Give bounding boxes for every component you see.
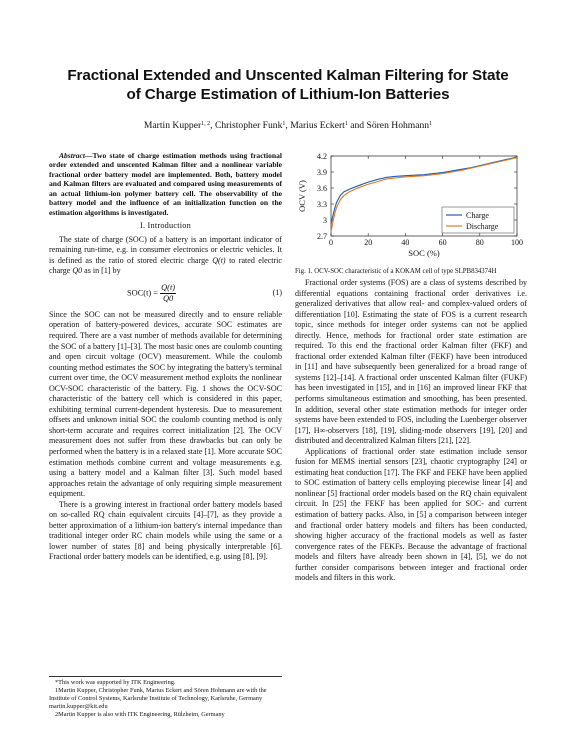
footnote: 1Martin Kupper, Christopher Funk, Marius Eckert and Sören Hohmann are with the Institute of Control Systems, Karlsruhe Institute of Technology, Karlsruhe, Germany martin.kupper@kit.edu — [49, 686, 267, 710]
footnote: *This work was supported by ITK Engineering. — [55, 679, 176, 686]
ocv-soc-chart — [295, 148, 527, 266]
x-tick-label: 100 — [511, 238, 523, 247]
intro-paragraph-1: The state of charge (SOC) of a battery is an important indicator of remaining run-time, e.g. in consumer electronics or electric vehicles. It is defined as the ratio of stored electric charge Q(t) to rated electric charge Q0 as in [1] by — [49, 234, 282, 276]
footnote: 2Martin Kupper is also with ITK Engineering, Rülzheim, Germany — [55, 710, 225, 718]
author-affiliation: 1, 2 — [201, 121, 211, 127]
author-name: Martin Kupper — [143, 120, 202, 131]
abstract-label: Abstract — [59, 151, 85, 160]
equation-denominator: Q0 — [162, 293, 174, 303]
equation-1 — [49, 279, 282, 309]
x-tick-label: 20 — [364, 238, 373, 247]
x-tick-label: 0 — [329, 238, 333, 247]
figure-caption: Fig. 1. OCV-SOC characteristic of a KOKAM cell of type SLPB834374H — [295, 268, 497, 275]
intro-paragraph-2: Since the SOC can not be measured directly and to ensure reliable operation of battery-powered devices, accurate SOC estimates are required. There are a vast number of methods available for determining the SOC of a battery [1]–[3]. The most basic ones are coulomb counting and open circuit voltage (OCV) measurement. While the coulomb counting method estimates the SOC by integrating the battery's terminal current over time, the OCV measurement method exploits the nonlinear OCV-SOC characteristic of the battery. Fig. 1 shows the OCV-SOC characteristic of the battery cell which is considered in this paper, exhibiting terminal current-dependent hysteresis. Due to measurement offsets and unknown initial SOC the coulomb counting method is only short-term accurate and requires correct initialization [2]. The OCV measurement does not suffer from these drawbacks but can only be performed when the battery is in a relaxed state [1]. More accurate SOC estimation methods combine current and voltage measurements e.g. using a battery model and a Kalman filter [3]. Such model based approaches retain the advantage of only requiring simple measurement equipment. — [49, 309, 282, 499]
y-tick-label: 3.6 — [317, 184, 327, 193]
right-paragraph-2: Applications of fractional order state estimation include sensor fusion for MEMS inertial sensors [23], chaotic cryptography [24] or estimating heat conduction [17]. The FKF and FEKF have been applied to SOC estimation of battery cells employing piecewise linear [4] and nonlinear [5] fractional order models based on the RQ chain equivalent circuit. In [25] the FEKF has been applied for SOC- and current estimation of battery packs. Also, in [5] a comparison between integer and fractional order battery models and filters has been conducted, showing higher accuracy of the fractional models as well as faster convergence rates of the FEKFs. Because the advantage of fractional models and filters have already been shown in [4], [5], we do not further consider comparisons between integer and fractional order models and filters in this work. — [295, 446, 527, 583]
abstract-text: Two state of charge estimation methods using fractional order extended and unscented Kalman filter and a nonlinear variable fractional order battery model are implemented. Both, battery model and Kalman filters are evaluated and compared using measurements of an actual lithium-ion polymer battery cell. The observability of the battery model and the influence of an initialization function on the estimation algorithms is investigated. — [49, 151, 282, 217]
right-column — [295, 278, 527, 584]
legend-label: Discharge — [466, 222, 499, 231]
equation-number: (1) — [272, 287, 282, 297]
paper-title: Fractional Extended and Unscented Kalman Filtering for State of Charge Estimation of Lithium-Ion Batteries — [67, 67, 509, 103]
chart-legend — [442, 207, 514, 233]
author-name: Christopher Funk — [214, 120, 283, 131]
section-heading: I. Introduction — [140, 221, 191, 231]
chart-axes — [297, 152, 523, 258]
author-name: Marius Eckert — [290, 120, 345, 131]
equation-numerator: Q(t) — [161, 282, 176, 292]
right-paragraph-1: Fractional order systems (FOS) are a class of systems described by differential equations containing fractional order derivatives i.e. generalized derivatives that allow real- and complex-valued orders of differentiation [10]. Estimating the state of FOS is a current research topic, since methods for integer order systems can not be applied directly. Hence, methods for fractional order state estimation are required. To this end the fractional order Kalman filter (FKF) and fractional order extended Kalman filter (FEKF) have been introduced in [11] and have subsequently been generalized for a broad range of systems [12]–[14]. A fractional order unscented Kalman filter (FUKF) has been investigated in [15], and in [16] an improved linear FKF that performs simultaneous estimation and smoothing, has been presented. In addition, several other state estimation methods for integer order systems have been extended to FOS, including the Luenberger observer [17], H∞-observers [18], [19], sliding-mode observers [19], [20] and distributed and decentralized Kalman filters [21], [22]. — [295, 278, 527, 446]
author-affiliation: 1 — [282, 121, 286, 127]
legend-label: Charge — [466, 211, 489, 220]
x-axis-label: SOC (%) — [408, 248, 440, 258]
x-tick-label: 40 — [401, 238, 410, 247]
x-tick-label: 80 — [475, 238, 484, 247]
author-affiliation: 1 — [344, 121, 348, 127]
rated-charge-variable: Q0 — [72, 266, 83, 276]
left-column — [49, 151, 282, 563]
y-axis-label: OCV (V) — [297, 180, 307, 212]
author-name: Sören Hohmann — [366, 120, 430, 131]
footnotes — [49, 676, 282, 719]
y-tick-label: 2.7 — [317, 232, 327, 241]
x-tick-label: 60 — [438, 238, 447, 247]
y-tick-label: 3 — [323, 216, 327, 225]
intro-paragraph-3: There is a growing interest in fractional order battery models based on so-called RQ chain equivalent circuits [4]–[7], as they provide a better approximation of a lithium-ion battery's internal impedance than traditional integer order RC chain models while using the same or a lower number of states [8] and being physically interpretable [6]. Fractional order battery models can be identified, e.g. using [8], [9]. — [49, 499, 282, 562]
equation-lhs: SOC(t) = — [127, 288, 161, 298]
y-tick-label: 3.9 — [317, 168, 327, 177]
author-list: Martin Kupper$^{1, 2}$, Christopher Funk$^1$, Marius Eckert$^1$ and Sören Hohmann$^1$ — [143, 120, 433, 131]
author-affiliation: 1 — [429, 121, 433, 127]
y-tick-label: 3.3 — [317, 200, 327, 209]
charge-variable: Q(t) — [212, 255, 226, 265]
abstract: Abstract—Two state of charge estimation methods using fractional order extended and unscented Kalman filter and a nonlinear variable fractional order battery model are implemented. Both, battery model and Kalman filters are evaluated and compared using measurements of an actual lithium-ion polymer battery cell. The observability of the battery model and the influence of an initialization function on the estimation algorithms is investigated. — [49, 151, 282, 217]
y-tick-label: 4.2 — [317, 152, 327, 161]
